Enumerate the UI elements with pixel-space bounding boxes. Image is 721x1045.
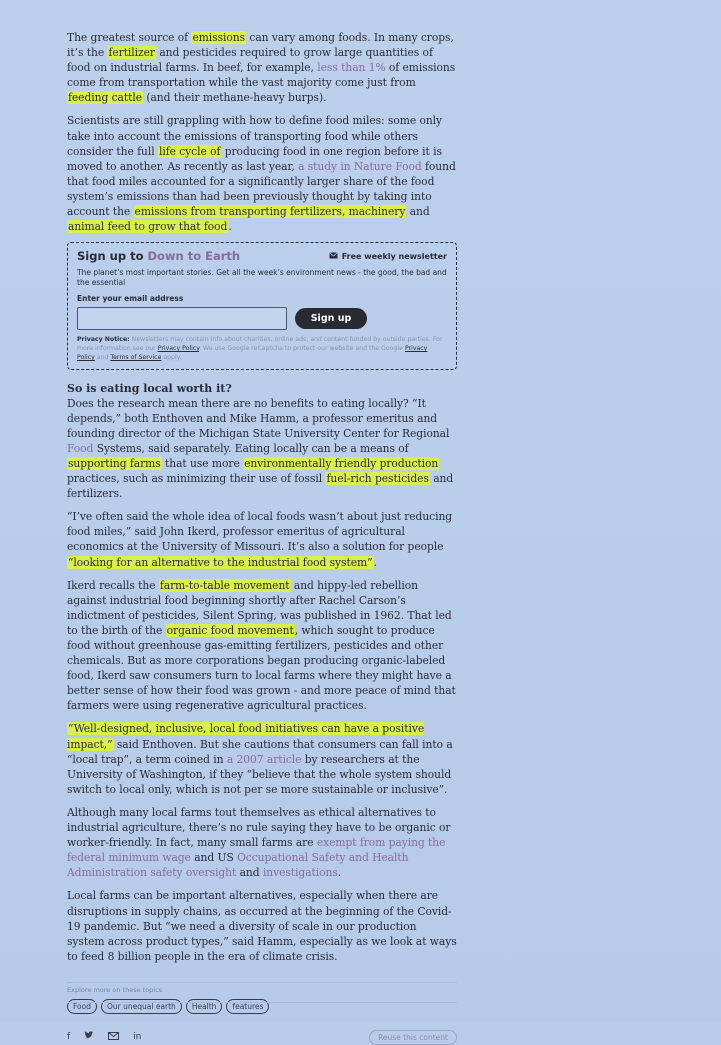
tag-features[interactable]: features — [226, 999, 269, 1014]
tag-health[interactable]: Health — [186, 999, 223, 1014]
highlight: organic food movement — [166, 623, 294, 637]
highlight: “looking for an alternative to the industrial food system” — [68, 555, 373, 569]
link-food[interactable]: Food — [67, 441, 94, 455]
link-2007-article[interactable]: a 2007 article — [226, 752, 302, 766]
newsletter-brand[interactable]: Down to Earth — [147, 249, 241, 264]
paragraph-emissions-source: The greatest source of emissions can vary among foods. In many crops, it’s the fertilizer and pesticides required to grow large quantities of food on industrial farms. In beef, for example, less than 1% of emissions come from transportation while the vast majority come just from feeding cattle (and their methane-heavy burps). — [67, 31, 456, 105]
section-heading: So is eating local worth it? — [67, 381, 232, 395]
highlight: life cycle of — [158, 144, 221, 158]
newsletter-frequency: Free weekly newsletter — [329, 251, 447, 262]
highlight: fertilizer — [108, 46, 155, 60]
highlight: supporting farms — [68, 456, 161, 470]
privacy-notice: Privacy Notice: Newsletters may contain info about charities, online ads, and content funded by outside parties. For more information see our Privacy Policy. We use Google reCaptcha to protect our website and the Google Privacy Policy and Terms of Service apply. — [77, 336, 443, 361]
email-input[interactable] — [77, 307, 287, 330]
newsletter-description: The planet’s most important stories. Get all the week’s environment news - the good, the bad and the essential — [77, 268, 447, 288]
paragraph-ethics: Although many local farms tout themselves as ethical alternatives to industrial agriculture, there’s no rule saying they have to be organic or worker-friendly. In fact, many small farms are exempt from paying the federal minimum wage and US Occupational Safety and Health Administration safety oversight and investigations. — [67, 805, 451, 880]
explore-topics-label: Explore more on these topics — [67, 982, 457, 994]
paragraph-ikerd-history: Ikerd recalls the farm-to-table movement and hippy-led rebellion against industrial food beginning shortly after Rachel Carson’s indictment of pesticides, Silent Spring, was published in 1962. That led to the birth of the organic food movement, which sought to produce food without greenhouse gas-emitting fertilizers, pesticides and other chemicals. But as more corporations began producing organic-labeled food, Ikerd saw consumers turn to local farms where they might have a better sense of how their food was grown - and more peace of mind that farmers were using regenerative agricultural practices. — [67, 578, 456, 713]
newsletter-signup-box — [67, 242, 457, 369]
highlight: farm-to-table movement — [159, 578, 290, 592]
highlight: emissions — [192, 31, 246, 44]
paragraph-ikerd-quote: “I’ve often said the whole idea of local foods wasn’t about just reducing food miles,” said John Ikerd, professor emeritus of agricultural economics at the University of Missouri. It’s also a solution for people “looking for an alternative to the industrial food system”. — [67, 510, 453, 569]
paragraph-supply-chains: Local farms can be important alternatives, especially when there are disruptions in supply chains, as occurred at the beginning of the Covid-19 pandemic. But “we need a diversity of scale in our production system across product types,” said Hamm, especially as we look at ways to feed 8 billion people in the era of climate crisis. — [67, 889, 457, 963]
google-privacy-link[interactable]: Privacy Policy — [77, 345, 428, 361]
highlight: fuel-rich pesticides — [326, 472, 429, 486]
highlight: animal feed to grow that food — [68, 220, 228, 234]
link-less-than-1[interactable]: less than 1% — [317, 61, 386, 75]
highlight: environmentally friendly production — [244, 456, 439, 470]
facebook-icon[interactable]: f — [67, 1032, 71, 1043]
paragraph-local-trap: “Well-designed, inclusive, local food initiatives can have a positive impact,” said Enthoven. But she cautions that consumers can fall into a “local trap”, a term coined in a 2007 article by researchers at the University of Washington, if they “believe that the whole system should switch to local only, which is not per se more sustainable or inclusive”. — [67, 722, 453, 796]
sign-up-button[interactable]: Sign up — [295, 308, 367, 329]
share-bar — [67, 1030, 457, 1045]
email-label: Enter your email address — [77, 294, 184, 304]
highlight: “Well-designed, inclusive, local food initiatives can have a positive impact,” — [67, 722, 425, 751]
tag-our-unequal-earth[interactable]: Our unequal earth — [101, 999, 182, 1014]
bottom-divider — [67, 1002, 457, 1003]
link-osha-oversight[interactable]: Occupational Safety and Health Administration safety oversight — [67, 851, 409, 880]
tag-food[interactable]: Food — [67, 999, 97, 1014]
terms-of-service-link[interactable]: Terms of Service — [110, 353, 162, 361]
article-column — [67, 30, 457, 1045]
highlight: emissions from transporting fertilizers, machinery — [134, 205, 406, 219]
email-share-icon[interactable] — [108, 1032, 119, 1043]
newsletter-title: Sign up to Down to Earth — [77, 249, 241, 264]
link-investigations[interactable]: investigations — [262, 866, 338, 880]
link-nature-food-study[interactable]: a study in Nature Food — [298, 159, 422, 173]
linkedin-icon[interactable]: in — [133, 1032, 142, 1043]
paragraph-food-miles: Scientists are still grappling with how to define food miles: some only take into account the emissions of transporting food while others consider the full life cycle of producing food in one region before it is moved to another. As recently as last year, a study in Nature Food found that food miles accounted for a significantly larger share of the food system’s emissions than had been previously thought by taking into account the emissions from transporting fertilizers, machinery and animal feed to grow that food. — [67, 114, 456, 234]
twitter-icon[interactable] — [84, 1031, 94, 1043]
privacy-policy-link[interactable]: Privacy Policy — [157, 345, 199, 353]
link-minimum-wage[interactable]: exempt from paying the federal minimum wage — [67, 836, 446, 865]
envelope-icon — [329, 251, 338, 262]
reuse-content-button[interactable]: Reuse this content — [369, 1030, 457, 1045]
paragraph-benefits: Does the research mean there are no benefits to eating locally? “It depends,” both Enthoven and Mike Hamm, a professor emeritus and founding director of the Michigan State University Center for Regional Food Systems, said separately. Eating locally can be a means of supporting farms that use more environmentally friendly production practices, such as minimizing their use of fossil fuel-rich pesticides and fertilizers. — [67, 396, 454, 501]
highlight: feeding cattle — [68, 91, 142, 105]
